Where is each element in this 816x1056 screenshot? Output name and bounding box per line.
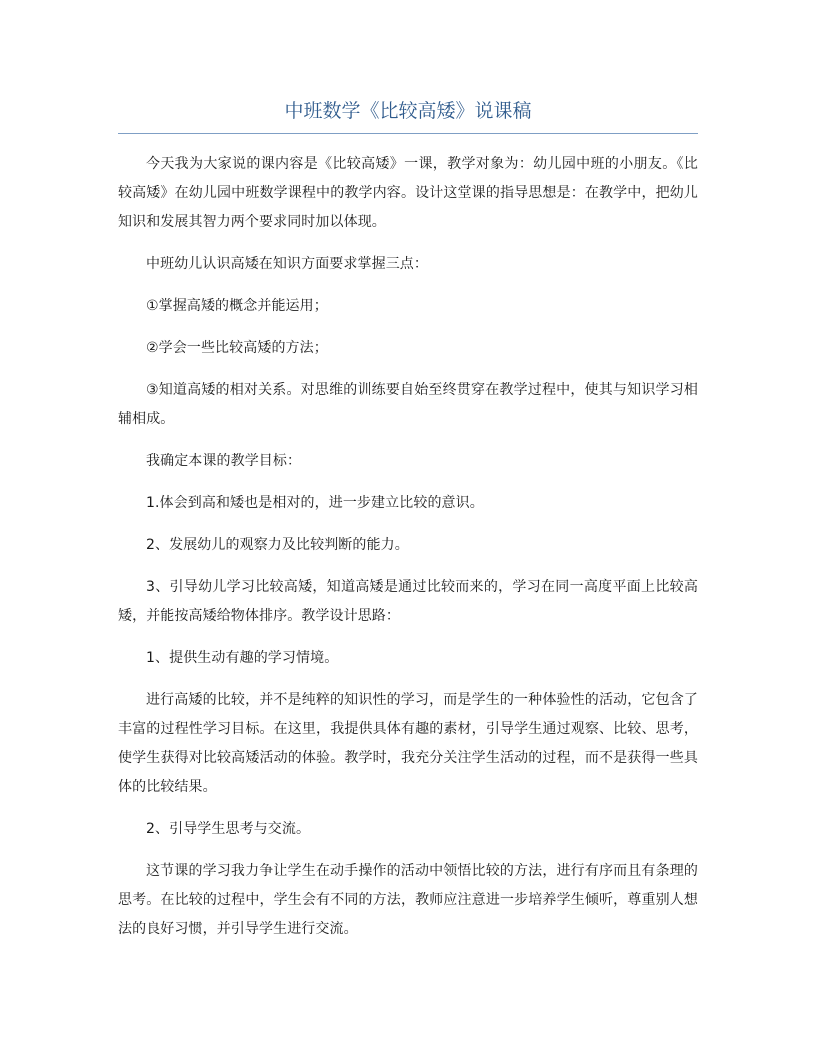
paragraph-intro: 今天我为大家说的课内容是《比较高矮》一课，教学对象为：幼儿园中班的小朋友。《比较高矮》在幼儿园中班数学课程中的教学内容。设计这堂课的指导思想是：在教学中，把幼儿知识和发展其智力两个要求同时加以体现。 — [118, 156, 698, 230]
list-item-objective-2: 2、发展幼儿的观察力及比较判断的能力。 — [146, 537, 409, 553]
section-heading-1: 1、提供生动有趣的学习情境。 — [146, 650, 339, 666]
paragraph-objectives: 我确定本课的教学目标： — [146, 453, 302, 469]
document-body — [118, 150, 698, 944]
list-item-point-2: ②学会一些比较高矮的方法； — [146, 340, 328, 356]
paragraph-section-2: 这节课的学习我力争让学生在动手操作的活动中领悟比较的方法，进行有序而且有条理的思考。在比较的过程中，学生会有不同的方法，教师应注意进一步培养学生倾听，尊重别人想法的良好习惯，并引导学生进行交流。 — [118, 863, 698, 937]
section-heading-2: 2、引导学生思考与交流。 — [146, 821, 311, 837]
list-item-objective-3: 3、引导幼儿学习比较高矮，知道高矮是通过比较而来的，学习在同一高度平面上比较高矮，并能按高矮给物体排序。教学设计思路： — [118, 579, 698, 624]
list-item-objective-1: 1.体会到高和矮也是相对的，进一步建立比较的意识。 — [146, 495, 484, 511]
list-item-point-3: ③知道高矮的相对关系。对思维的训练要自始至终贯穿在教学过程中，使其与知识学习相辅相成。 — [118, 382, 698, 427]
title-underline — [118, 133, 698, 134]
document-title: 中班数学《比较高矮》说课稿 — [284, 100, 532, 122]
list-item-point-1: ①掌握高矮的概念并能运用； — [146, 298, 328, 314]
paragraph-section-1: 进行高矮的比较，并不是纯粹的知识性的学习，而是学生的一种体验性的活动，它包含了丰富的过程性学习目标。在这里，我提供具体有趣的素材，引导学生通过观察、比较、思考，使学生获得对比较高矮活动的体验。教学时，我充分关注学生活动的过程，而不是获得一些具体的比较结果。 — [118, 692, 698, 795]
paragraph-requirements: 中班幼儿认识高矮在知识方面要求掌握三点： — [146, 256, 428, 272]
